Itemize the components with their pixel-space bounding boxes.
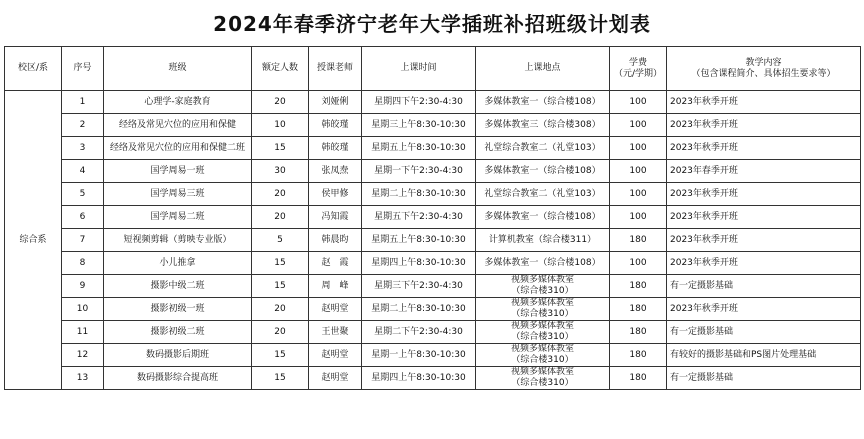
header-content-line2: （包含课程简介、具体招生要求等） [691,68,836,79]
table-row [5,252,861,275]
location-cell: 礼堂综合教室二（礼堂103） [476,137,610,160]
class-cell: 摄影初级二班 [104,321,252,344]
time-cell: 星期一下午2:30-4:30 [362,160,476,183]
class-plan-table [4,46,861,390]
teacher-cell: 冯知霞 [309,206,362,229]
class-cell: 经络及常见穴位的应用和保健二班 [104,137,252,160]
location-cell: 礼堂综合教室二（礼堂103） [476,183,610,206]
content-cell: 有一定摄影基础 [667,367,861,390]
header-fee [610,47,667,91]
teacher-cell: 赵明堂 [309,344,362,367]
table-row [5,229,861,252]
quota-cell: 15 [252,344,309,367]
time-cell: 星期二下午2:30-4:30 [362,321,476,344]
content-cell: 有一定摄影基础 [667,321,861,344]
location-line2: （综合楼310） [511,309,574,319]
table-row [5,344,861,367]
class-cell: 小儿推拿 [104,252,252,275]
fee-cell: 100 [610,206,667,229]
header-seq: 序号 [62,47,104,91]
class-cell: 心理学-家庭教育 [104,91,252,114]
seq-cell: 12 [62,344,104,367]
fee-cell: 180 [610,367,667,390]
class-cell: 国学周易三班 [104,183,252,206]
content-cell: 2023年秋季开班 [667,298,861,321]
teacher-cell: 侯甲修 [309,183,362,206]
location-line2: （综合楼310） [511,332,574,342]
content-cell: 2023年秋季开班 [667,114,861,137]
quota-cell: 15 [252,252,309,275]
teacher-cell: 王世聚 [309,321,362,344]
location-cell: 多媒体教室一（综合楼108） [476,91,610,114]
seq-cell: 4 [62,160,104,183]
content-cell: 2023年秋季开班 [667,183,861,206]
table-row [5,321,861,344]
time-cell: 星期二上午8:30-10:30 [362,183,476,206]
time-cell: 星期二上午8:30-10:30 [362,298,476,321]
teacher-cell: 韩晨昀 [309,229,362,252]
fee-cell: 180 [610,344,667,367]
time-cell: 星期三上午8:30-10:30 [362,114,476,137]
location-cell [476,275,610,298]
location-cell [476,367,610,390]
class-cell: 摄影中级二班 [104,275,252,298]
location-cell [476,344,610,367]
quota-cell: 20 [252,206,309,229]
location-cell [476,298,610,321]
teacher-cell: 刘娅俐 [309,91,362,114]
seq-cell: 3 [62,137,104,160]
time-cell: 星期五下午2:30-4:30 [362,206,476,229]
seq-cell: 7 [62,229,104,252]
teacher-cell: 赵 霞 [309,252,362,275]
time-cell: 星期一上午8:30-10:30 [362,344,476,367]
seq-cell: 5 [62,183,104,206]
teacher-cell: 周 峰 [309,275,362,298]
seq-cell: 10 [62,298,104,321]
teacher-cell: 韩皎瑾 [309,114,362,137]
quota-cell: 10 [252,114,309,137]
quota-cell: 20 [252,91,309,114]
quota-cell: 15 [252,275,309,298]
seq-cell: 8 [62,252,104,275]
time-cell: 星期五上午8:30-10:30 [362,229,476,252]
quota-cell: 20 [252,298,309,321]
location-cell: 多媒体教室一（综合楼108） [476,206,610,229]
time-cell: 星期五上午8:30-10:30 [362,137,476,160]
quota-cell: 15 [252,367,309,390]
header-class: 班级 [104,47,252,91]
location-cell: 多媒体教室一（综合楼108） [476,252,610,275]
location-line2: （综合楼310） [511,378,574,388]
class-cell: 数码摄影综合提高班 [104,367,252,390]
content-cell: 2023年春季开班 [667,160,861,183]
class-cell: 经络及常见穴位的应用和保健 [104,114,252,137]
seq-cell: 6 [62,206,104,229]
fee-cell: 100 [610,114,667,137]
time-cell: 星期四上午8:30-10:30 [362,367,476,390]
header-quota: 额定人数 [252,47,309,91]
page-title: 2024年春季济宁老年大学插班补招班级计划表 [213,12,651,36]
location-cell: 多媒体教室三（综合楼308） [476,114,610,137]
header-row [5,47,861,91]
table-row [5,206,861,229]
table-row [5,114,861,137]
seq-cell: 2 [62,114,104,137]
location-line2: （综合楼310） [511,355,574,365]
department-cell: 综合系 [5,91,62,390]
header-time: 上课时间 [362,47,476,91]
table-row [5,137,861,160]
seq-cell: 1 [62,91,104,114]
header-campus: 校区/系 [5,47,62,91]
seq-cell: 11 [62,321,104,344]
location-line1: 视频多媒体教室 [510,321,574,331]
teacher-cell: 张凤焘 [309,160,362,183]
quota-cell: 15 [252,137,309,160]
location-line2: （综合楼310） [511,286,574,296]
header-fee-line1: 学费 [628,57,647,68]
header-fee-line2: （元/学期） [613,68,663,79]
table-row [5,367,861,390]
class-cell: 国学周易二班 [104,206,252,229]
table-row [5,275,861,298]
content-cell: 有较好的摄影基础和PS图片处理基础 [667,344,861,367]
fee-cell: 100 [610,183,667,206]
seq-cell: 9 [62,275,104,298]
location-cell: 计算机教室（综合楼311） [476,229,610,252]
fee-cell: 100 [610,160,667,183]
location-cell: 多媒体教室一（综合楼108） [476,160,610,183]
fee-cell: 100 [610,252,667,275]
class-cell: 摄影初级一班 [104,298,252,321]
location-line1: 视频多媒体教室 [510,367,574,377]
header-content [667,47,861,91]
seq-cell: 13 [62,367,104,390]
quota-cell: 20 [252,183,309,206]
class-cell: 数码摄影后期班 [104,344,252,367]
fee-cell: 180 [610,321,667,344]
quota-cell: 30 [252,160,309,183]
time-cell: 星期四下午2:30-4:30 [362,91,476,114]
teacher-cell: 赵明堂 [309,367,362,390]
content-cell: 2023年秋季开班 [667,252,861,275]
time-cell: 星期三下午2:30-4:30 [362,275,476,298]
header-content-line1: 教学内容 [745,57,782,68]
table-row [5,91,861,114]
table-row [5,298,861,321]
location-line1: 视频多媒体教室 [510,344,574,354]
header-teacher: 授课老师 [309,47,362,91]
time-cell: 星期四上午8:30-10:30 [362,252,476,275]
fee-cell: 180 [610,298,667,321]
content-cell: 2023年秋季开班 [667,137,861,160]
fee-cell: 180 [610,275,667,298]
header-location: 上课地点 [476,47,610,91]
content-cell: 2023年秋季开班 [667,229,861,252]
table-row [5,160,861,183]
class-cell: 国学周易一班 [104,160,252,183]
fee-cell: 100 [610,91,667,114]
location-line1: 视频多媒体教室 [510,298,574,308]
content-cell: 2023年秋季开班 [667,91,861,114]
fee-cell: 100 [610,137,667,160]
content-cell: 2023年秋季开班 [667,206,861,229]
fee-cell: 180 [610,229,667,252]
location-cell [476,321,610,344]
teacher-cell: 韩皎瑾 [309,137,362,160]
content-cell: 有一定摄影基础 [667,275,861,298]
table-row [5,183,861,206]
teacher-cell: 赵明堂 [309,298,362,321]
quota-cell: 5 [252,229,309,252]
location-line1: 视频多媒体教室 [510,275,574,285]
class-cell: 短视频剪辑（剪映专业版） [104,229,252,252]
quota-cell: 20 [252,321,309,344]
